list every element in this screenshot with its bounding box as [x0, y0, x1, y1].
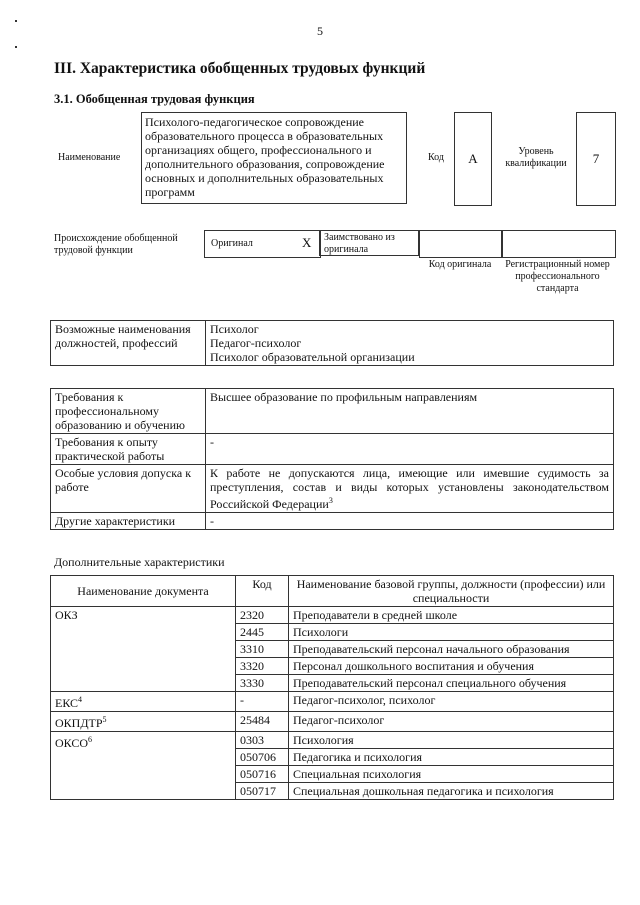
otf-name-label: Наименование — [58, 152, 121, 163]
row-name: Преподаватели в средней школе — [289, 607, 614, 624]
additional-table — [50, 575, 614, 800]
page-number: 5 — [317, 24, 323, 38]
original-label: Оригинал — [211, 238, 253, 249]
row-name: Педагогика и психология — [289, 749, 614, 766]
doc-name — [51, 732, 236, 800]
otf-code-label: Код — [428, 152, 444, 163]
code-original-caption: Код оригинала — [428, 259, 492, 270]
requirements-table — [50, 388, 614, 530]
additional-title: Дополнительные характеристики — [54, 555, 225, 569]
row-name: Психология — [289, 732, 614, 749]
footnote-ref: 5 — [102, 715, 107, 724]
row-name: Преподавательский персонал начального образования — [289, 641, 614, 658]
position-item: Педагог-психолог — [210, 336, 302, 350]
subsection-title: 3.1. Обобщенная трудовая функция — [54, 92, 255, 106]
otf-name-value: Психолого-педагогическое сопровождение образовательного процесса в образовательных организациях общего, профессионального и дополнительного образования, сопровождение основных и дополнительных образовательных программ — [141, 112, 407, 204]
row-code: 2445 — [236, 624, 289, 641]
row-name: Психологи — [289, 624, 614, 641]
footnote-ref: 6 — [88, 735, 93, 744]
otf-code-value: A — [454, 112, 492, 206]
position-item: Психолог образовательной организации — [210, 350, 415, 364]
table-row — [51, 712, 614, 732]
row-name: Персонал дошкольного воспитания и обучения — [289, 658, 614, 675]
req-education-label: Требования к профессиональному образованию и обучению — [51, 389, 206, 434]
origin-label: Происхождение обобщенной трудовой функции — [54, 233, 178, 256]
reg-number-cell — [501, 230, 616, 258]
row-code: 25484 — [236, 712, 289, 732]
code-original-cell — [419, 230, 503, 258]
row-code: 050706 — [236, 749, 289, 766]
table-row — [51, 692, 614, 712]
row-name: Специальная дошкольная педагогика и психология — [289, 783, 614, 800]
row-name: Педагог-психолог, психолог — [289, 692, 614, 712]
doc-name — [51, 692, 236, 712]
additional-body — [51, 607, 614, 800]
footnote-ref: 3 — [328, 496, 333, 505]
footnote-ref: 4 — [78, 695, 83, 704]
req-experience-value: - — [206, 434, 614, 465]
header-code: Код — [236, 576, 289, 607]
table-row — [51, 607, 614, 624]
positions-label: Возможные наименования должностей, профессий — [51, 321, 206, 366]
req-other-label: Другие характеристики — [51, 513, 206, 530]
reg-number-caption: Регистрационный номер профессионального стандарта — [505, 259, 610, 294]
row-code: 0303 — [236, 732, 289, 749]
row-code: 3330 — [236, 675, 289, 692]
doc-name — [51, 712, 236, 732]
req-experience-label: Требования к опыту практической работы — [51, 434, 206, 465]
row-name: Преподавательский персонал специального обучения — [289, 675, 614, 692]
doc-name-text: ОКЗ — [55, 608, 78, 622]
header-doc: Наименование документа — [51, 576, 236, 607]
scan-dot — [15, 46, 17, 48]
table-row — [51, 732, 614, 749]
req-education-value: Высшее образование по профильным направлениям — [206, 389, 614, 434]
header-name: Наименование базовой группы, должности (профессии) или специальности — [289, 576, 614, 607]
positions-values — [206, 321, 614, 366]
otf-level-value: 7 — [576, 112, 616, 206]
original-mark: X — [302, 235, 312, 250]
position-item: Психолог — [210, 322, 259, 336]
positions-table — [50, 320, 614, 366]
doc-name — [51, 607, 236, 692]
doc-name-text: ОКСО — [55, 736, 89, 750]
doc-name-text: ЕКС — [55, 696, 79, 710]
section-title: III. Характеристика обобщенных трудовых функций — [54, 60, 426, 77]
row-code: 2320 — [236, 607, 289, 624]
borrowed-label: Заимствовано из оригинала — [319, 230, 419, 256]
req-conditions-text: К работе не допускаются лица, имеющие или имевшие судимость за преступления, состав и виды которых установлены законодательством Российской Федерации — [210, 466, 609, 511]
row-code: 3310 — [236, 641, 289, 658]
row-name: Педагог-психолог — [289, 712, 614, 732]
row-name: Специальная психология — [289, 766, 614, 783]
req-conditions-label: Особые условия допуска к работе — [51, 465, 206, 513]
row-code: 050716 — [236, 766, 289, 783]
row-code: 3320 — [236, 658, 289, 675]
origin-original-cell — [204, 230, 321, 258]
otf-level-label: Уровень квалификации — [505, 146, 567, 169]
req-conditions-value — [206, 465, 614, 513]
doc-name-text: ОКПДТР — [55, 716, 103, 730]
row-code: 050717 — [236, 783, 289, 800]
scan-dot — [15, 20, 17, 22]
row-code: - — [236, 692, 289, 712]
req-other-value: - — [206, 513, 614, 530]
